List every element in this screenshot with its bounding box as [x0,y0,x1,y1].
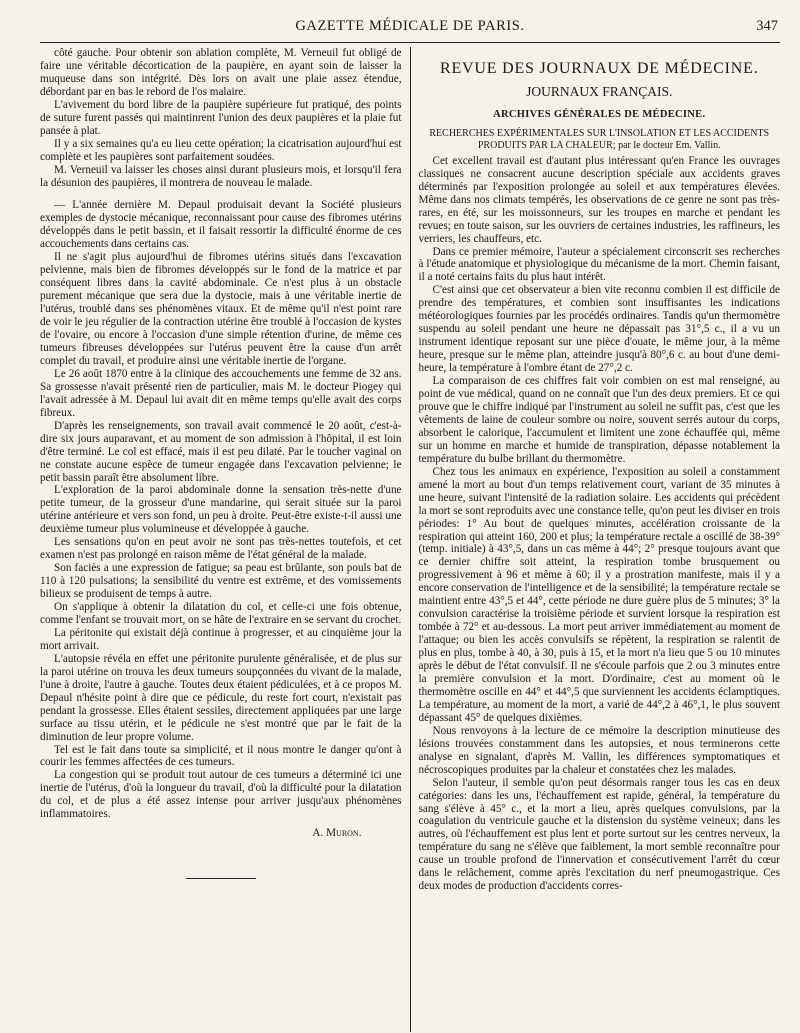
column-divider [410,47,411,1032]
journal-title: GAZETTE MÉDICALE DE PARIS. [295,18,525,34]
left-column [40,47,402,1032]
paragraph: L'exploration de la paroi abdominale donne la sensation très-nette d'une petite tumeur, de la grosseur d'une mandarine, qui serait située sur la paroi utérine antérieure et vers son fond, un peu à droite. Peut-être existe-t-il aussi une deuxième tumeur plus volumineuse et développée à gauche. [40,484,402,536]
two-column-body [40,47,780,1032]
paragraph: La péritonite qui existait déjà continue à progresser, et au cinquième jour la mort arrivait. [40,626,402,652]
paragraph: Les sensations qu'on en peut avoir ne sont pas très-nettes toutefois, et cet examen n'est pas prolongé en raison même de l'état général de la malade. [40,536,402,562]
paragraph: La congestion qui se produit tout autour de ces tumeurs a déterminé ici une inertie de l'utérus, d'où la longueur du travail, d'où la difficulté pour la dilatation du col, et de plus a été assez intense pour arriver jusqu'aux phénomènes inflammatoires. [40,769,402,821]
paragraph: Il y a six semaines qu'a eu lieu cette opération; la cicatrisation aujourd'hui est complète et les paupières sont parfaitement soudées. [40,137,402,163]
paragraph: L'avivement du bord libre de la paupière supérieure fut pratiqué, des points de suture furent passés qui maintinrent l'union des deux paupières et la plaie fut pansée à plat. [40,98,402,137]
paragraph: D'après les renseignements, son travail avait commencé le 20 août, c'est-à-dire six jours auparavant, et au moment de son admission à l'hôpital, il est loin d'être terminé. Le col est effacé, mais il est peu dilaté. Par le toucher vaginal on ne constate aucune espèce de tumeur engagée dans l'excavation pelvienne; le petit bassin paraît être absolument libre. [40,419,402,484]
paragraph: Dans ce premier mémoire, l'auteur a spécialement circonscrit ses recherches à l'étude anatomique et physiologique du mécanisme de la mort. Chemin faisant, il a noté certains faits du plus haut intérêt. [418,245,781,284]
end-rule [186,878,256,879]
paragraph: M. Verneuil va laisser les choses ainsi durant plusieurs mois, et lorsqu'il fera la désunion des paupières, il montrera de nouveau le malade. [40,163,402,189]
paragraph: Selon l'auteur, il semble qu'on peut désormais ranger tous les cas en deux catégories: dans les uns, l'échauffement est rapide, général, la température du sang s'élève à 45° c., et la mort a lieu, après quelques convulsions, par la coagulation du ventricule gauche et la distension du système veineux; dans les autres, où l'échauffement est plus lent et porte surtout sur les centres nerveux, la température du sang ne s'élève que faiblement, la mort semble reconnaître pour cause un trouble profond de l'innervation et consécutivement l'arrêt du cœur dans le relâchement, comme après l'excitation du nerf pneumogastrique. Ces deux modes de production d'accidents corres- [418,776,781,893]
paragraph: Tel est le fait dans toute sa simplicité, et il nous montre le danger qu'ont à courir les femmes affectées de ces tumeurs. [40,743,402,769]
paragraph: Son faciès a une expression de fatigue; sa peau est brûlante, son pouls bat de 110 à 120 pulsations; la sensibilité du ventre est extrême, et des vomissements bilieux se produisent de temps à autre. [40,562,402,601]
paragraph: Le 26 août 1870 entre à la clinique des accouchements une femme de 32 ans. Sa grossesse n'avait présenté rien de particulier, mais M. le docteur Piogey qui l'avait adressée à M. Depaul lui avait dit en même temps qu'elle avait des corps fibreux. [40,367,402,419]
page-number: 347 [756,18,778,34]
paragraph: C'est ainsi que cet observateur a bien vite reconnu combien il est difficile de prendre des températures, et combien sont insuffisantes les indications météorologiques fournies par les procédés ordinaires. Tandis qu'un thermomètre suspendu au soleil pendant une heure ne dépassait pas 31°,5 c., il a vu un instrument identique reposant sur une pièce d'ouate, le même jour, à la même heure, presque sur le même plan, atteindre jusqu'à 80°,6 c. au bout d'une demi-heure, la température à l'ombre étant de 27°,2 c. [418,284,781,375]
page-header [40,10,780,43]
paragraph: On s'applique à obtenir la dilatation du col, et celle-ci une fois obtenue, comme l'enfant se trouvait mort, on se hâte de l'extraire en se servant du crochet. [40,601,402,626]
journal-name: ARCHIVES GÉNÉRALES DE MÉDECINE. [493,108,706,120]
paragraph: Il ne s'agit plus aujourd'hui de fibromes utérins situés dans l'excavation pelvienne, mais bien de fibromes développés sur le fond de la matrice et par conséquent libres dans la cavité abdominale. Ce n'est plus à un obstacle purement mécanique que sera due la dystocie, mais à une véritable inertie de l'utérus, troublé dans ses phénomènes vitaux. Et de même qu'il n'est point rare de voir le jeu régulier de la contraction utérine être troublé à l'occasion de kystes de l'ovaire, ou encore à l'occasion d'une simple rétention d'urine, de même ces tumeurs fibreuses développées sur l'utérus peuvent être la cause d'un arrêt complet du travail, et produire ainsi une véritable inertie de l'organe. [40,251,402,367]
section-subheading: JOURNAUX FRANÇAIS. [526,83,673,99]
paragraph: Nous renvoyons à la lecture de ce mémoire la description minutieuse des lésions trouvées constamment dans les autopsies, et nous terminerons cette analyse en signalant, d'après M. Vallin, les différences symptomatiques et nécroscopiques produites par la chaleur et constatées chez les malades. [418,724,781,776]
author-signature: A. Muron. [312,827,362,840]
paragraph: La comparaison de ces chiffres fait voir combien on est mal renseigné, au point de vue médical, quand on ne connaît que l'un des deux premiers. Et ce qui prouve que le chiffre indiqué par l'instrument au soleil ne suffit pas, c'est que les vêtements de laine de couleur sombre ou noire, souvent serrés autour du corps, absorbent le calorique, l'accumulent et limitent une zone échauffée qui, même sur un homme en marche et humide de transpiration, dépasse notablement la température du bulbe brillant du thermomètre. [418,375,781,465]
paragraph: Cet excellent travail est d'autant plus intéressant qu'en France les ouvrages classiques ne consacrent aucune description spéciale aux accidents graves déterminés par l'exposition prolongée au soleil et aux températures élevées. Même dans nos climats tempérés, les observations de ce genre ne sont pas très-rares, en été, sur les moissonneurs, sur les troupes en marche et pendant les revues; en toute saison, sur les ouvriers de certaines industries, les raffineurs, les verriers, les chauffeurs, etc. [418,154,781,245]
right-column [419,47,781,1032]
article-title: RECHERCHES EXPÉRIMENTALES SUR L'INSOLATION ET LES ACCIDENTS PRODUITS PAR LA CHALEUR; par le docteur Em. Vallin. [429,127,770,151]
paragraph: côté gauche. Pour obtenir son ablation complète, M. Verneuil fut obligé de faire une véritable décortication de la paupière, en ayant soin de laisser la muqueuse dans son intégrité. Dès lors on avait une plaie assez étendue, débordant par en bas le rebord de l'os malaire. [40,47,402,98]
paragraph: Chez tous les animaux en expérience, l'exposition au soleil a constamment amené la mort au bout d'un temps relativement court, variant de 35 minutes à une heure, suivant l'intensité de la radiation solaire. Les accidents qui précèdent la mort se sont reproduits avec une constance telle, qu'on peut les diviser en trois périodes: 1° Au bout de quelques minutes, accélération croissante de la respiration qui atteint 160, 200 et plus; la température rectale a oscillé de 38-39° (temp. initiale) à 43°,5, dans un cas même à 44°; 2° presque toujours avant que ce dernier chiffre soit atteint, la respiration tombe brusquement ou progressivement à 96 et même à 60; il y a prostration manifeste, mais il y a encore conservation de l'intelligence et de la sensibilité; la température rectale se maintient entre 43°,5 et 44°, cette période ne dure guère plus de 5 minutes; 3° la convulsion caractérise la troisième période et survient lorsque la respiration est tombée à 72° et au-dessous. La mort peut arriver immédiatement au moment de l'attaque; ou bien les accès convulsifs se répètent, la respiration se ralentit de plus en plus, tombe à 40, à 30, puis à 15, et la mort n'a lieu que 5 ou 10 minutes après le début de l'état convulsif. Il ne s'écoule parfois que 2 ou 3 minutes entre la première convulsion et la mort. D'ordinaire, c'est au moment où le thermomètre oscille en 44° et 44°,5 que surviennent les accidents éclamptiques. La température, au moment de la mort, a varié de 44°,2 à 46°,1, le plus souvent dépassant 45° de quelques dixièmes. [418,465,781,724]
paragraph: L'autopsie révéla en effet une péritonite purulente généralisée, et de plus sur la paroi utérine on trouva les deux tumeurs soupçonnées du vivant de la malade, l'une à droite, l'autre à gauche. Toutes deux étaient pédiculées, et à ce propos M. Depaul n'hésite point à dire que ce pédicule, du reste fort court, n'existait pas pendant la grossesse. Elles étaient sessiles, directement appliquées par une large surface au tissu utérin, et le pédicule ne s'est montré que par le fait de la diminution de leur propre volume. [40,652,402,743]
paragraph: — L'année dernière M. Depaul produisait devant la Société plusieurs exemples de dystocie mécanique, reconnaissant pour cause des fibromes utérins développés dans le petit bassin, et il faisait ressortir la difficulté énorme de ces accouchements dans certains cas. [40,199,402,251]
section-heading: REVUE DES JOURNAUX DE MÉDECINE. [439,60,759,77]
